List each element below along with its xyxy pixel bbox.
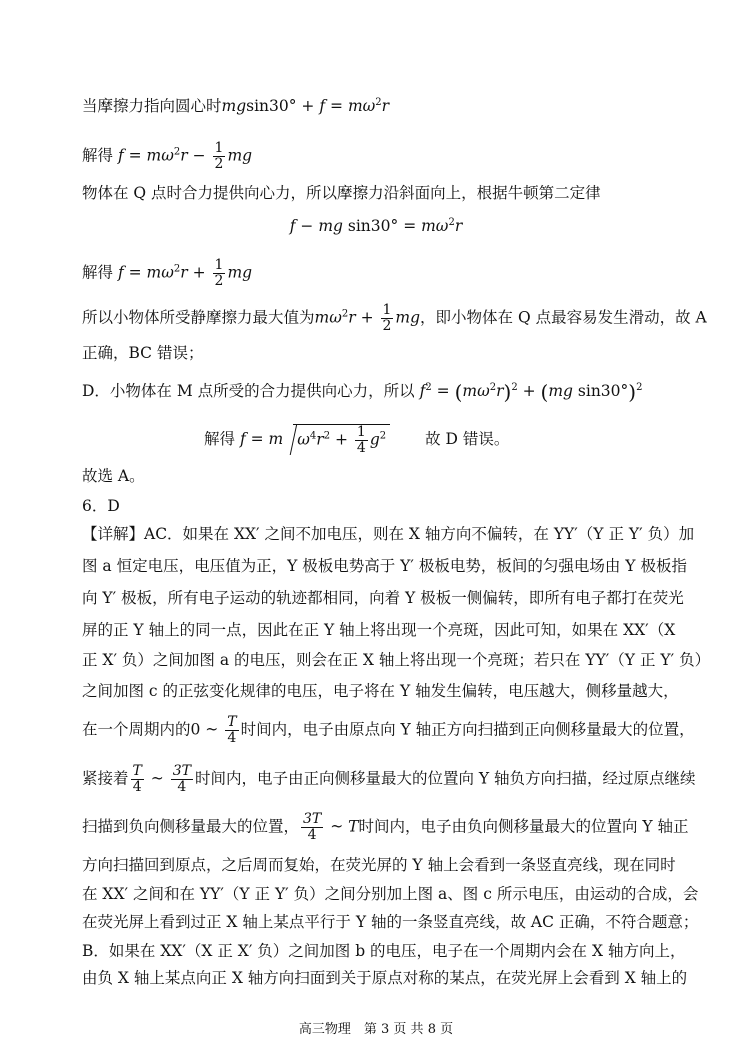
line-1: 当摩擦力指向圆心时$mgsin30^\circ + f = m\omega^2r$	[82, 96, 390, 115]
line-5: 解得 $f = m\omega^2r$ + $\frac{1}{2}$ mg	[82, 257, 253, 289]
para-7: 在一个周期内的0 ~ $\frac{T}{4}$ 时间内，电子由原点向 Y 轴正方向扫描到正向侧移量最大的位置，	[82, 714, 695, 746]
para-13: B．如果在 XX′（X 正 X′ 负）之间加图 b 的电压，电子在一个周期内会在 X 轴方向上，	[82, 942, 686, 960]
fraction: $\frac{1}{2}$	[382, 302, 392, 334]
fraction: $\frac{T}{4}$	[227, 714, 237, 746]
fraction: $\frac{3T}{4}$	[172, 763, 191, 795]
line-2: 解得 $f = m\omega^2r$ − $\frac{1}{2}$ mg	[82, 140, 253, 172]
fraction: $\frac{3T}{4}$	[303, 811, 322, 843]
line-10: 故选 A。	[82, 467, 145, 485]
para-3: 向 Y′ 极板，所有电子运动的轨迹都相同，向着 Y 极板一侧偏转，即所有电子都打在荧光	[82, 589, 684, 607]
fraction: $\frac{T}{4}$	[132, 763, 142, 795]
para-11: 在 XX′ 之间和在 YY′（Y 正 Y′ 负）之间分别加上图 a、图 c 所示电压，由运动的合成，会	[82, 885, 699, 903]
para-12: 在荧光屏上看到过正 X 轴上某点平行于 Y 轴的一条竖直亮线，故 AC 正确，不符合题意；	[82, 913, 699, 931]
square-root: $\omega^4r^2$ + $\frac{1}{4}$ $g^2$	[293, 424, 390, 456]
para-14: 由负 X 轴上某点向正 X 轴方向扫面到关于原点对称的某点，在荧光屏上会看到 X 轴上的	[82, 969, 688, 987]
line-3: 物体在 Q 点时合力提供向心力，所以摩擦力沿斜面向上，根据牛顿第二定律	[82, 184, 601, 202]
para-1: 【详解】AC．如果在 XX′ 之间不加电压，则在 X 轴方向不偏转，在 YY′（Y 正 Y′ 负）加	[82, 525, 695, 543]
line-11: 6．D	[82, 497, 120, 515]
line-6: 所以小物体所受静摩擦力最大值为$m\omega^2r$ + $\frac{1}{2}$ mg，即小物体在 Q 点最容易发生滑动，故 A	[82, 302, 707, 334]
line-7: 正确，BC 错误；	[82, 344, 204, 362]
fraction: $\frac{1}{4}$	[356, 424, 366, 456]
para-9: 扫描到负向侧移量最大的位置， $\frac{3T}{4}$ ~ T时间内，电子由负向侧移量最大的位置向 Y 轴正	[82, 811, 689, 843]
line-8: D．小物体在 M 点所受的合力提供向心力，所以 $f^2 = (m\omega^2r)^2 + (mg$ sin30°)$^2$	[82, 380, 643, 404]
para-5: 正 X′ 负）之间加图 a 的电压，则会在正 X 轴上将出现一个亮斑；若只在 YY′（Y 正 Y′ 负）	[82, 651, 711, 669]
para-4: 屏的正 Y 轴上的同一点，因此在正 Y 轴上将出现一个亮斑，因此可知，如果在 XX′（X	[82, 621, 676, 639]
fraction: $\frac{1}{2}$	[214, 140, 224, 172]
page-footer: 高三物理 第 3 页 共 8 页	[298, 1022, 454, 1037]
para-10: 方向扫描回到原点，之后周而复始，在荧光屏的 Y 轴上会看到一条竖直亮线，现在同时	[82, 856, 676, 874]
para-6: 之间加图 c 的正弦变化规律的电压，电子将在 Y 轴发生偏转，电压越大，侧移量越大，	[82, 682, 679, 700]
fraction: $\frac{1}{2}$	[214, 257, 224, 289]
para-8: 紧接着 $\frac{T}{4}$ ~ $\frac{3T}{4}$ 时间内，电子由正向侧移量最大的位置向 Y 轴负方向扫描，经过原点继续	[82, 763, 696, 795]
para-2: 图 a 恒定电压，电压值为正，Y 极板电势高于 Y′ 极板电势，板间的匀强电场由 Y 极板指	[82, 557, 687, 575]
line-4-equation: f − mg $\sin 30^\circ = m\omega^2r$	[289, 216, 463, 235]
line-9: 解得 f = m $\omega^4r^2$ + $\frac{1}{4}$ $g^2$ 故 D 错误。	[204, 424, 510, 456]
